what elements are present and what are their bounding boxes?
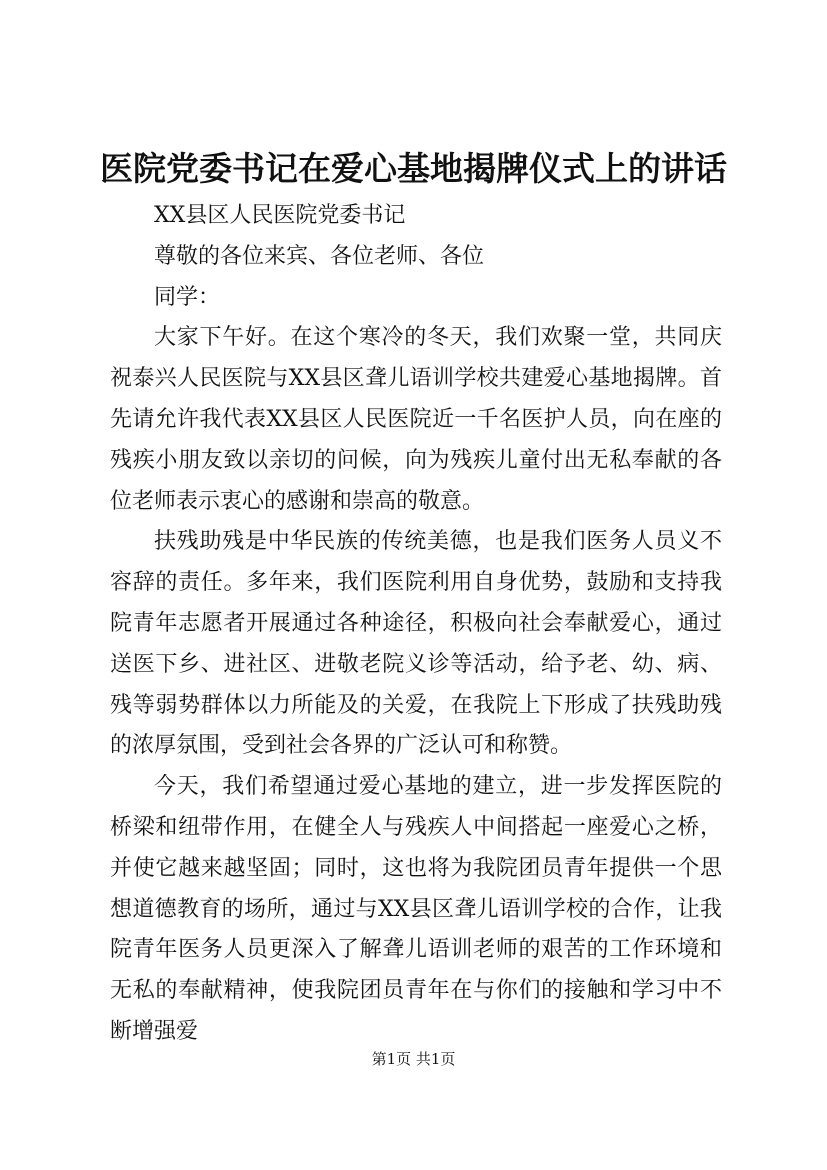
document-body	[110, 196, 722, 1053]
paragraph-2: 扶残助残是中华民族的传统美德，也是我们医务人员义不容辞的责任。多年来，我们医院利用自身优势，鼓励和支持我院青年志愿者开展通过各种途径，积极向社会奉献爱心，通过送医下乡、进社区、进敬老院义诊等活动，给予老、幼、病、残等弱势群体以力所能及的关爱，在我院上下形成了扶残助残的浓厚氛围，受到社会各界的广泛认可和称赞。	[110, 529, 722, 759]
document-title: 医院党委书记在爱心基地揭牌仪式上的讲话	[100, 149, 727, 188]
page-footer: 第1页 共1页	[371, 1050, 456, 1068]
paragraph-1: 大家下午好。在这个寒冷的冬天，我们欢聚一堂，共同庆祝泰兴人民医院与XX县区聋儿语训学校共建爱心基地揭牌。首先请允许我代表XX县区人民医院近一千名医护人员，向在座的残疾小朋友致以亲切的问候，向为残疾儿童付出无私奉献的各位老师表示衷心的感谢和崇高的敬意。	[110, 325, 722, 514]
salutation-line-1: 尊敬的各位来宾、各位老师、各位	[154, 243, 485, 269]
paragraph-3: 今天，我们希望通过爱心基地的建立，进一步发挥医院的桥梁和纽带作用，在健全人与残疾人中间搭起一座爱心之桥，并使它越来越坚固；同时，这也将为我院团员青年提供一个思想道德教育的场所，通过与XX县区聋儿语训学校的合作，让我院青年医务人员更深入了解聋儿语训老师的艰苦的工作环境和无私的奉献精神，使我院团员青年在与你们的接触和学习中不断增强爱	[110, 774, 722, 1044]
author-line: XX县区人民医院党委书记	[154, 203, 406, 228]
salutation-line-2: 同学：	[154, 284, 221, 310]
